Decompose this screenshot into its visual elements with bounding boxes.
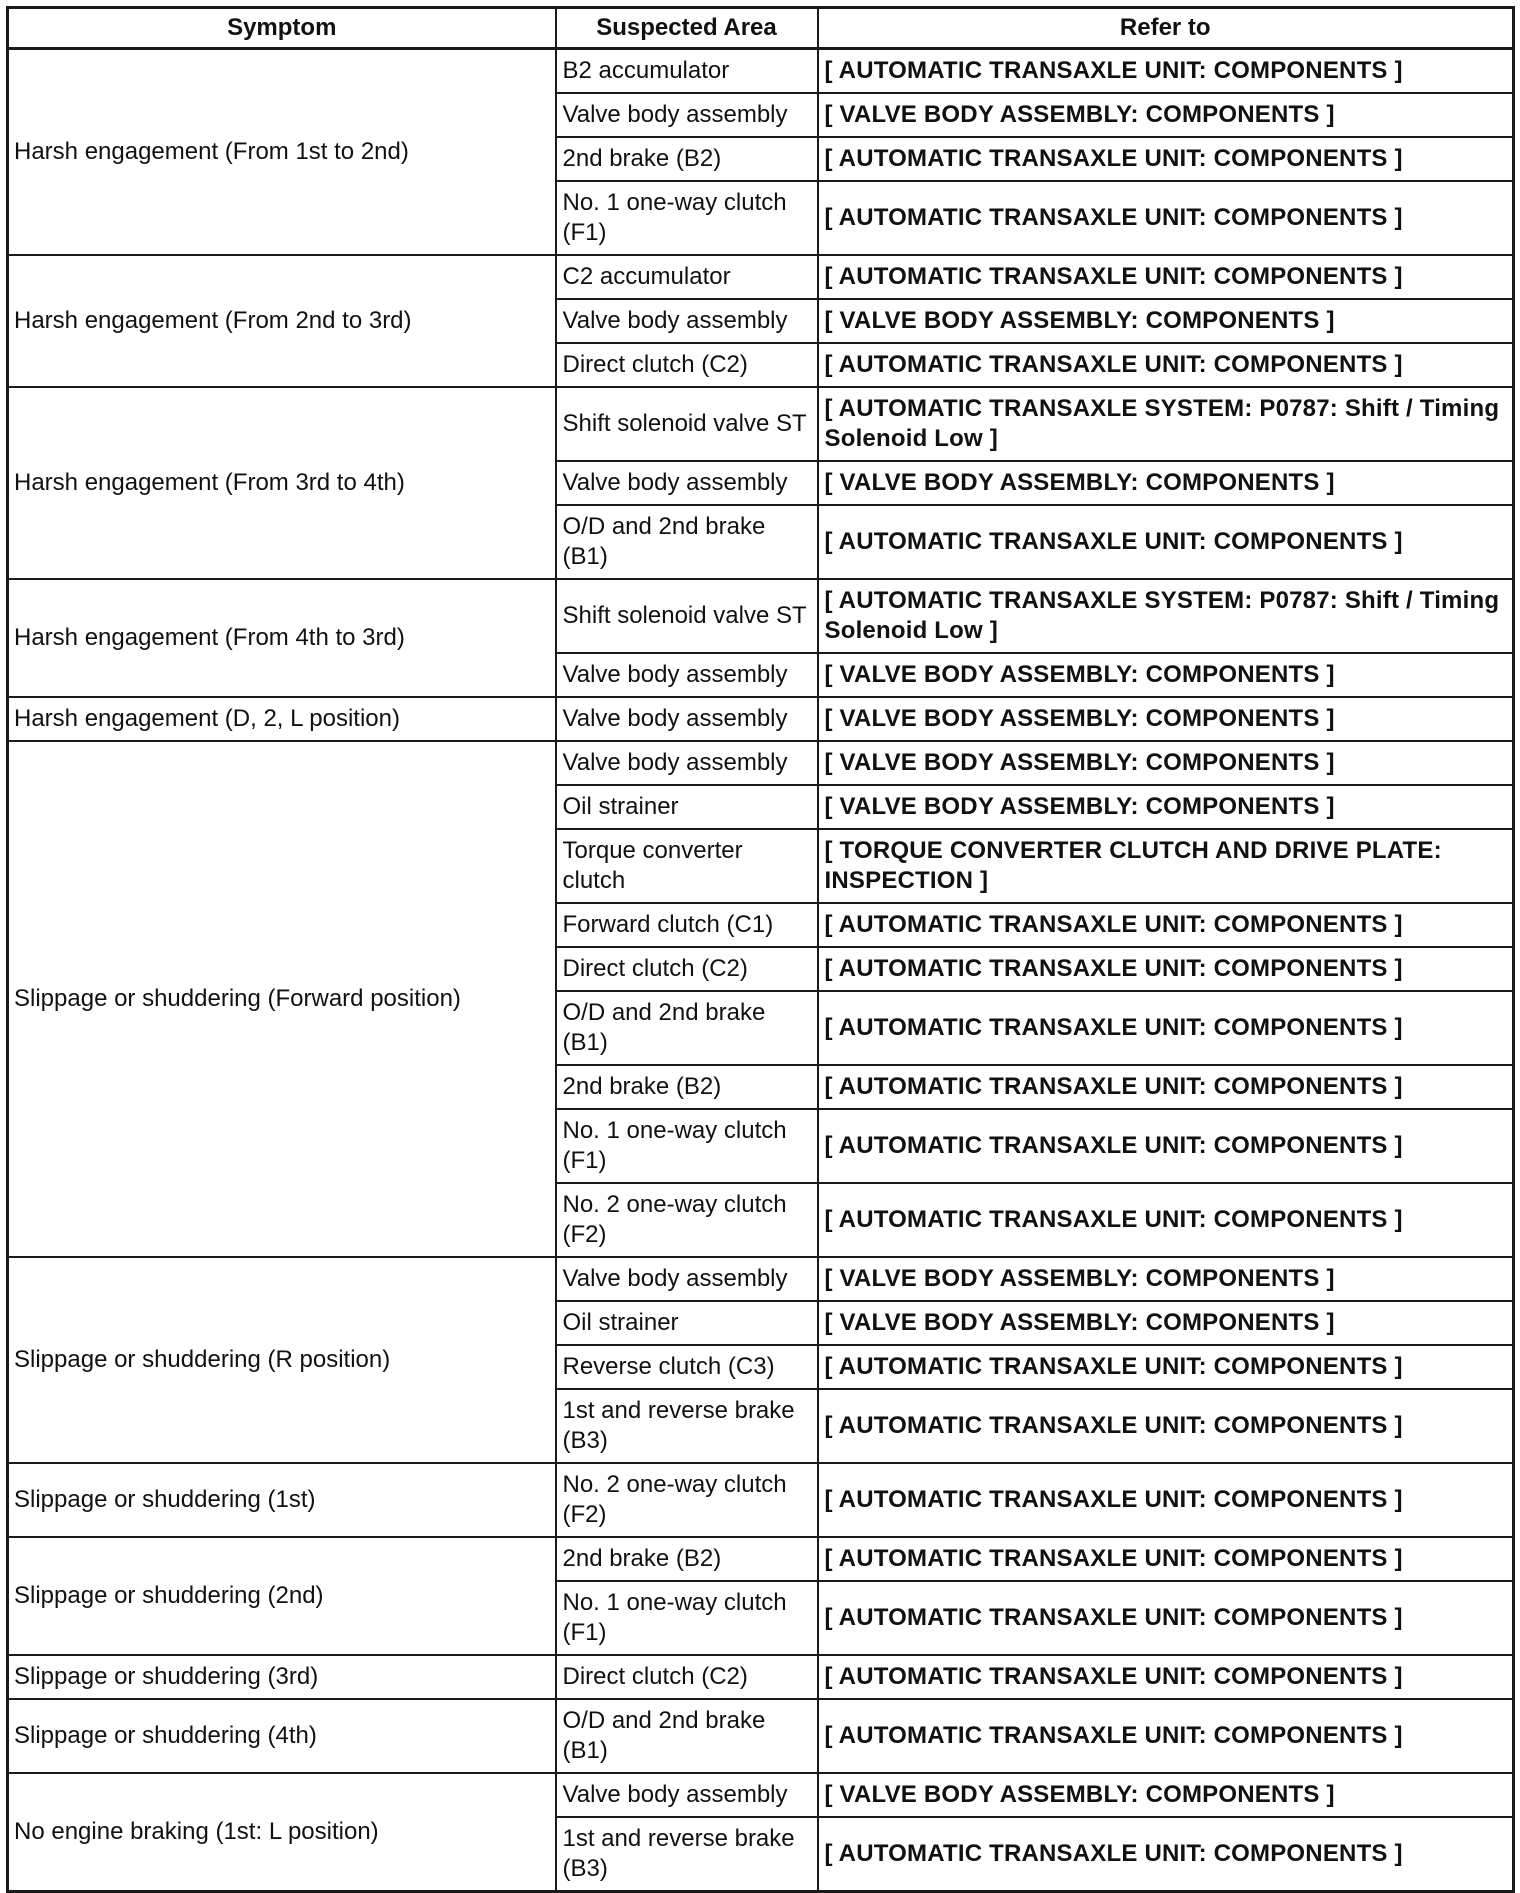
symptom-cell: Harsh engagement (D, 2, L position)	[8, 697, 556, 741]
refer-to-link[interactable]: [ AUTOMATIC TRANSAXLE UNIT: COMPONENTS ]	[818, 903, 1514, 947]
refer-to-link[interactable]: [ AUTOMATIC TRANSAXLE SYSTEM: P0787: Shift / Timing Solenoid Low ]	[818, 579, 1514, 653]
table-row	[8, 697, 1514, 741]
refer-to-link[interactable]: [ AUTOMATIC TRANSAXLE UNIT: COMPONENTS ]	[818, 505, 1514, 579]
suspected-area-cell: Valve body assembly	[556, 697, 818, 741]
refer-to-link[interactable]: [ VALVE BODY ASSEMBLY: COMPONENTS ]	[818, 1257, 1514, 1301]
refer-to-link[interactable]: [ TORQUE CONVERTER CLUTCH AND DRIVE PLATE: INSPECTION ]	[818, 829, 1514, 903]
suspected-area-cell: Reverse clutch (C3)	[556, 1345, 818, 1389]
suspected-area-cell: Oil strainer	[556, 1301, 818, 1345]
suspected-area-cell: 2nd brake (B2)	[556, 137, 818, 181]
table-row	[8, 741, 1514, 785]
refer-to-link[interactable]: [ AUTOMATIC TRANSAXLE UNIT: COMPONENTS ]	[818, 1537, 1514, 1581]
refer-to-link[interactable]: [ AUTOMATIC TRANSAXLE UNIT: COMPONENTS ]	[818, 255, 1514, 299]
suspected-area-cell: No. 1 one-way clutch (F1)	[556, 181, 818, 255]
suspected-area-cell: Direct clutch (C2)	[556, 947, 818, 991]
header-symptom: Symptom	[8, 8, 556, 49]
refer-to-link[interactable]: [ AUTOMATIC TRANSAXLE UNIT: COMPONENTS ]	[818, 49, 1514, 94]
table-row	[8, 1699, 1514, 1773]
symptom-cell: Harsh engagement (From 3rd to 4th)	[8, 387, 556, 579]
suspected-area-cell: 1st and reverse brake (B3)	[556, 1389, 818, 1463]
suspected-area-cell: No. 1 one-way clutch (F1)	[556, 1109, 818, 1183]
suspected-area-cell: O/D and 2nd brake (B1)	[556, 505, 818, 579]
header-refer-to: Refer to	[818, 8, 1514, 49]
refer-to-link[interactable]: [ AUTOMATIC TRANSAXLE UNIT: COMPONENTS ]	[818, 1389, 1514, 1463]
suspected-area-cell: Valve body assembly	[556, 299, 818, 343]
symptom-cell: Slippage or shuddering (1st)	[8, 1463, 556, 1537]
table-body	[8, 49, 1514, 1892]
refer-to-link[interactable]: [ VALVE BODY ASSEMBLY: COMPONENTS ]	[818, 785, 1514, 829]
header-suspected-area: Suspected Area	[556, 8, 818, 49]
symptom-cell: Slippage or shuddering (2nd)	[8, 1537, 556, 1655]
symptom-cell: Harsh engagement (From 2nd to 3rd)	[8, 255, 556, 387]
table-row	[8, 49, 1514, 94]
table-row	[8, 387, 1514, 461]
refer-to-link[interactable]: [ AUTOMATIC TRANSAXLE UNIT: COMPONENTS ]	[818, 1581, 1514, 1655]
suspected-area-cell: Shift solenoid valve ST	[556, 387, 818, 461]
suspected-area-cell: No. 1 one-way clutch (F1)	[556, 1581, 818, 1655]
refer-to-link[interactable]: [ AUTOMATIC TRANSAXLE SYSTEM: P0787: Shift / Timing Solenoid Low ]	[818, 387, 1514, 461]
refer-to-link[interactable]: [ AUTOMATIC TRANSAXLE UNIT: COMPONENTS ]	[818, 1345, 1514, 1389]
refer-to-link[interactable]: [ AUTOMATIC TRANSAXLE UNIT: COMPONENTS ]	[818, 343, 1514, 387]
table-row	[8, 1655, 1514, 1699]
suspected-area-cell: B2 accumulator	[556, 49, 818, 94]
symptom-cell: No engine braking (1st: L position)	[8, 1773, 556, 1892]
refer-to-link[interactable]: [ AUTOMATIC TRANSAXLE UNIT: COMPONENTS ]	[818, 1463, 1514, 1537]
suspected-area-cell: Direct clutch (C2)	[556, 343, 818, 387]
table-row	[8, 1257, 1514, 1301]
suspected-area-cell: No. 2 one-way clutch (F2)	[556, 1463, 818, 1537]
header-row	[8, 8, 1514, 49]
refer-to-link[interactable]: [ VALVE BODY ASSEMBLY: COMPONENTS ]	[818, 299, 1514, 343]
suspected-area-cell: O/D and 2nd brake (B1)	[556, 1699, 818, 1773]
suspected-area-cell: Valve body assembly	[556, 93, 818, 137]
table-row	[8, 1773, 1514, 1817]
suspected-area-cell: No. 2 one-way clutch (F2)	[556, 1183, 818, 1257]
table-row	[8, 1463, 1514, 1537]
diagnosis-table	[6, 6, 1515, 1893]
refer-to-link[interactable]: [ AUTOMATIC TRANSAXLE UNIT: COMPONENTS ]	[818, 181, 1514, 255]
refer-to-link[interactable]: [ VALVE BODY ASSEMBLY: COMPONENTS ]	[818, 741, 1514, 785]
symptom-cell: Harsh engagement (From 4th to 3rd)	[8, 579, 556, 697]
suspected-area-cell: 2nd brake (B2)	[556, 1065, 818, 1109]
refer-to-link[interactable]: [ AUTOMATIC TRANSAXLE UNIT: COMPONENTS ]	[818, 1109, 1514, 1183]
suspected-area-cell: Oil strainer	[556, 785, 818, 829]
symptom-cell: Slippage or shuddering (Forward position)	[8, 741, 556, 1257]
suspected-area-cell: C2 accumulator	[556, 255, 818, 299]
refer-to-link[interactable]: [ AUTOMATIC TRANSAXLE UNIT: COMPONENTS ]	[818, 1065, 1514, 1109]
suspected-area-cell: Torque converter clutch	[556, 829, 818, 903]
symptom-cell: Slippage or shuddering (R position)	[8, 1257, 556, 1463]
suspected-area-cell: 2nd brake (B2)	[556, 1537, 818, 1581]
refer-to-link[interactable]: [ AUTOMATIC TRANSAXLE UNIT: COMPONENTS ]	[818, 1699, 1514, 1773]
suspected-area-cell: Valve body assembly	[556, 1257, 818, 1301]
symptom-cell: Slippage or shuddering (3rd)	[8, 1655, 556, 1699]
table-row	[8, 1537, 1514, 1581]
refer-to-link[interactable]: [ VALVE BODY ASSEMBLY: COMPONENTS ]	[818, 697, 1514, 741]
suspected-area-cell: Forward clutch (C1)	[556, 903, 818, 947]
refer-to-link[interactable]: [ AUTOMATIC TRANSAXLE UNIT: COMPONENTS ]	[818, 1655, 1514, 1699]
suspected-area-cell: Valve body assembly	[556, 1773, 818, 1817]
suspected-area-cell: Direct clutch (C2)	[556, 1655, 818, 1699]
suspected-area-cell: 1st and reverse brake (B3)	[556, 1817, 818, 1892]
suspected-area-cell: Valve body assembly	[556, 741, 818, 785]
suspected-area-cell: Shift solenoid valve ST	[556, 579, 818, 653]
refer-to-link[interactable]: [ VALVE BODY ASSEMBLY: COMPONENTS ]	[818, 93, 1514, 137]
table-row	[8, 579, 1514, 653]
refer-to-link[interactable]: [ VALVE BODY ASSEMBLY: COMPONENTS ]	[818, 653, 1514, 697]
refer-to-link[interactable]: [ VALVE BODY ASSEMBLY: COMPONENTS ]	[818, 461, 1514, 505]
refer-to-link[interactable]: [ VALVE BODY ASSEMBLY: COMPONENTS ]	[818, 1301, 1514, 1345]
refer-to-link[interactable]: [ AUTOMATIC TRANSAXLE UNIT: COMPONENTS ]	[818, 1183, 1514, 1257]
refer-to-link[interactable]: [ AUTOMATIC TRANSAXLE UNIT: COMPONENTS ]	[818, 137, 1514, 181]
refer-to-link[interactable]: [ AUTOMATIC TRANSAXLE UNIT: COMPONENTS ]	[818, 947, 1514, 991]
refer-to-link[interactable]: [ AUTOMATIC TRANSAXLE UNIT: COMPONENTS ]	[818, 991, 1514, 1065]
symptom-cell: Harsh engagement (From 1st to 2nd)	[8, 49, 556, 256]
suspected-area-cell: O/D and 2nd brake (B1)	[556, 991, 818, 1065]
symptom-cell: Slippage or shuddering (4th)	[8, 1699, 556, 1773]
refer-to-link[interactable]: [ VALVE BODY ASSEMBLY: COMPONENTS ]	[818, 1773, 1514, 1817]
suspected-area-cell: Valve body assembly	[556, 653, 818, 697]
table-row	[8, 255, 1514, 299]
refer-to-link[interactable]: [ AUTOMATIC TRANSAXLE UNIT: COMPONENTS ]	[818, 1817, 1514, 1892]
suspected-area-cell: Valve body assembly	[556, 461, 818, 505]
